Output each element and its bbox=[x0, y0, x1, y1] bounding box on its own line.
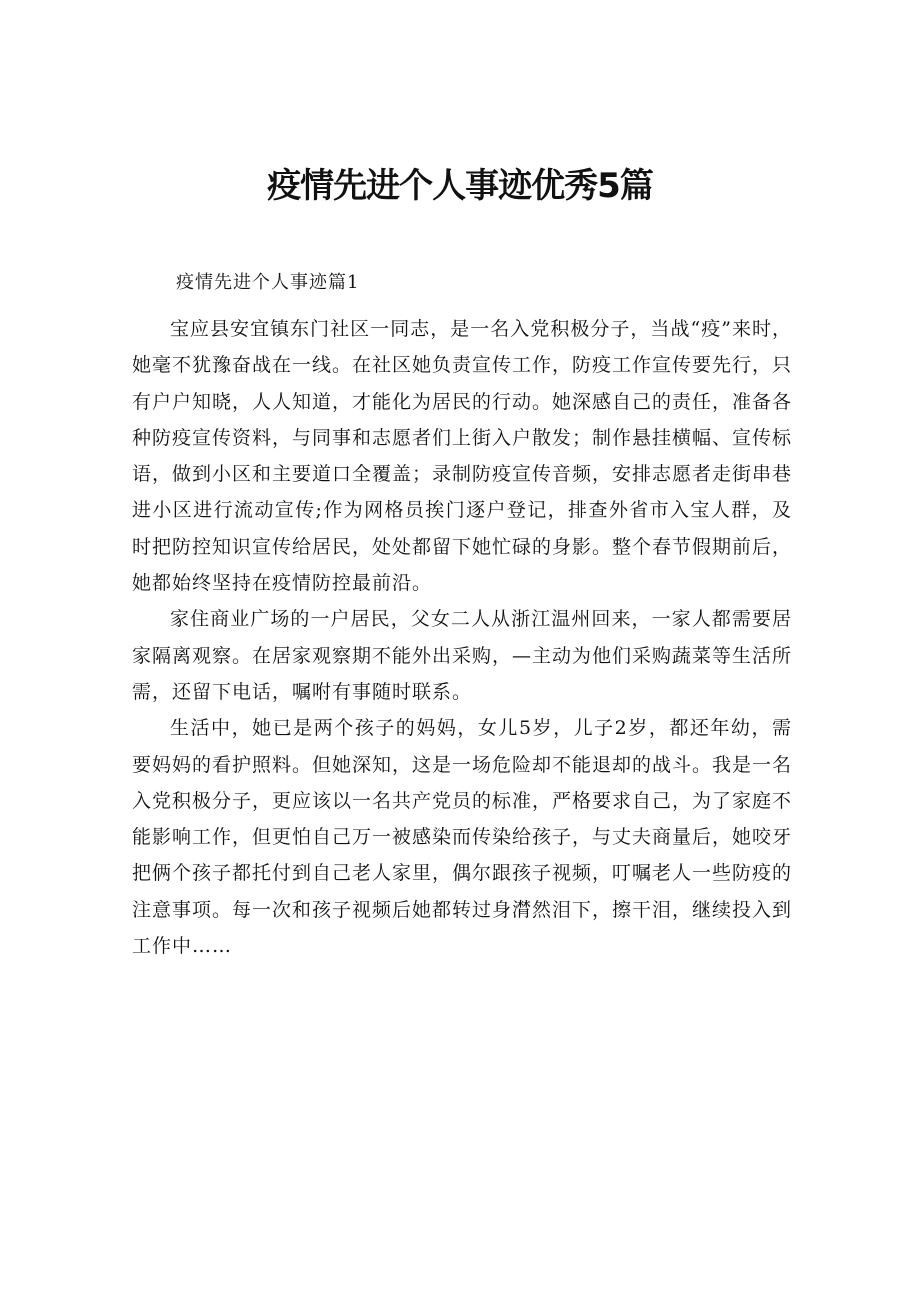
paragraph-1: 宝应县安宜镇东门社区一同志，是一名入党积极分子，当战“疫”来时，她毫不犹豫奋战在一线。在社区她负责宣传工作，防疫工作宣传要先行，只有户户知晓，人人知道，才能化为居民的行动。她深感自己的责任，准备各种防疫宣传资料，与同事和志愿者们上街入户散发；制作悬挂横幅、宣传标语，做到小区和主要道口全覆盖；录制防疫宣传音频，安排志愿者走街串巷进小区进行流动宣传;作为网格员挨门逐户登记，排查外省市入宝人群，及时把防控知识宣传给居民，处处都留下她忙碌的身影。整个春节假期前后，她都始终坚持在疫情防控最前沿。 bbox=[132, 318, 793, 595]
section-heading: 疫情先进个人事迹篇1 bbox=[176, 272, 360, 293]
paragraph-3: 生活中，她已是两个孩子的妈妈，女儿5岁，儿子2岁，都还年幼，需要妈妈的看护照料。但她深知，这是一场危险却不能退却的战斗。我是一名入党积极分子，更应该以一名共产党员的标准，严格要求自己，为了家庭不能影响工作，但更怕自己万一被感染而传染给孩子，与丈夫商量后，她咬牙把俩个孩子都托付到自己老人家里，偶尔跟孩子视频，叮嘱老人一些防疫的注意事项。每一次和孩子视频后她都转过身潸然泪下，擦干泪，继续投入到工作中…… bbox=[132, 717, 793, 958]
paragraph-2: 家住商业广场的一户居民，父女二人从浙江温州回来，一家人都需要居家隔离观察。在居家观察期不能外出采购，—主动为他们采购蔬菜等生活所需，还留下电话，嘱咐有事随时联系。 bbox=[132, 608, 793, 703]
document-title: 疫情先进个人事迹优秀5篇 bbox=[267, 166, 653, 206]
document-body bbox=[132, 311, 792, 964]
